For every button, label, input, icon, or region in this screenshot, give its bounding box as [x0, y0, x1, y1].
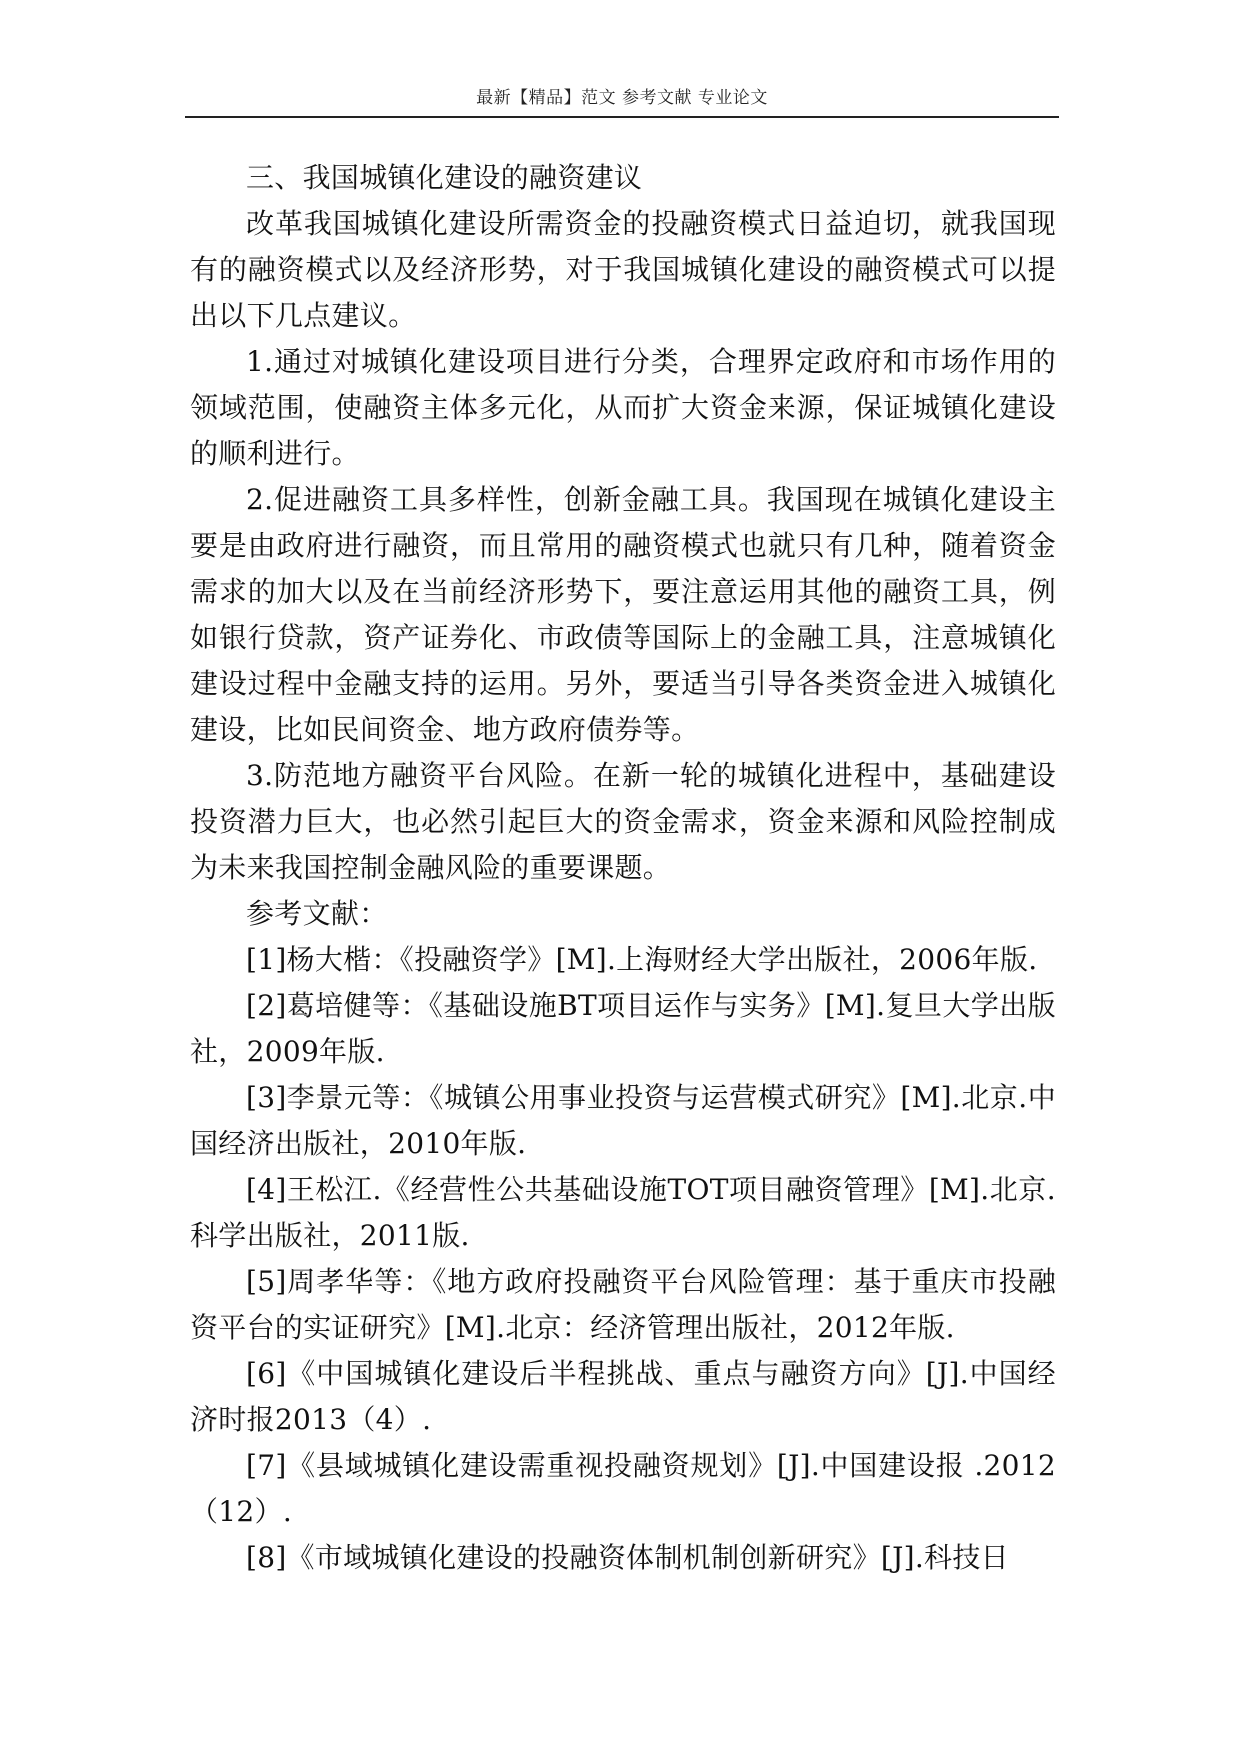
suggestion-3: 3.防范地方融资平台风险。在新一轮的城镇化进程中，基础建设投资潜力巨大，也必然引起巨大的资金需求，资金来源和风险控制成为未来我国控制金融风险的重要课题。 — [190, 759, 1056, 884]
reference-3: [3]李景元等：《城镇公用事业投资与运营模式研究》[M].北京.中国经济出版社，2010年版. — [190, 1081, 1056, 1160]
suggestion-2: 2.促进融资工具多样性，创新金融工具。我国现在城镇化建设主要是由政府进行融资，而且常用的融资模式也就只有几种，随着资金需求的加大以及在当前经济形势下，要注意运用其他的融资工具，例如银行贷款，资产证券化、市政债等国际上的金融工具，注意城镇化建设过程中金融支持的运用。另外，要适当引导各类资金进入城镇化建设，比如民间资金、地方政府债券等。 — [190, 483, 1056, 746]
reference-4: [4]王松江.《经营性公共基础设施TOT项目融资管理》[M].北京.科学出版社，2011版. — [190, 1173, 1056, 1252]
page-header — [185, 86, 1059, 118]
reference-5: [5]周孝华等：《地方政府投融资平台风险管理：基于重庆市投融资平台的实证研究》[M].北京：经济管理出版社，2012年版. — [190, 1265, 1056, 1344]
references-title: 参考文献： — [246, 897, 388, 930]
reference-7: [7]《县域城镇化建设需重视投融资规划》[J].中国建设报 .2012（12）. — [190, 1449, 1056, 1528]
header-text: 最新【精品】范文 参考文献 专业论文 — [476, 88, 768, 108]
reference-1: [1]杨大楷：《投融资学》[M].上海财经大学出版社，2006年版. — [246, 943, 1038, 976]
suggestion-1: 1.通过对城镇化建设项目进行分类，合理界定政府和市场作用的领域范围，使融资主体多元化，从而扩大资金来源，保证城镇化建设的顺利进行。 — [190, 345, 1056, 470]
intro-paragraph: 改革我国城镇化建设所需资金的投融资模式日益迫切，就我国现有的融资模式以及经济形势，对于我国城镇化建设的融资模式可以提出以下几点建议。 — [190, 207, 1056, 332]
reference-8: [8]《市域城镇化建设的投融资体制机制创新研究》[J].科技日 — [246, 1541, 1009, 1574]
reference-6: [6]《中国城镇化建设后半程挑战、重点与融资方向》[J].中国经济时报2013（4）. — [190, 1357, 1056, 1436]
document-body — [190, 155, 1056, 1581]
section-title: 三、我国城镇化建设的融资建议 — [246, 161, 643, 194]
reference-2: [2]葛培健等：《基础设施BT项目运作与实务》[M].复旦大学出版社，2009年版. — [190, 989, 1056, 1068]
